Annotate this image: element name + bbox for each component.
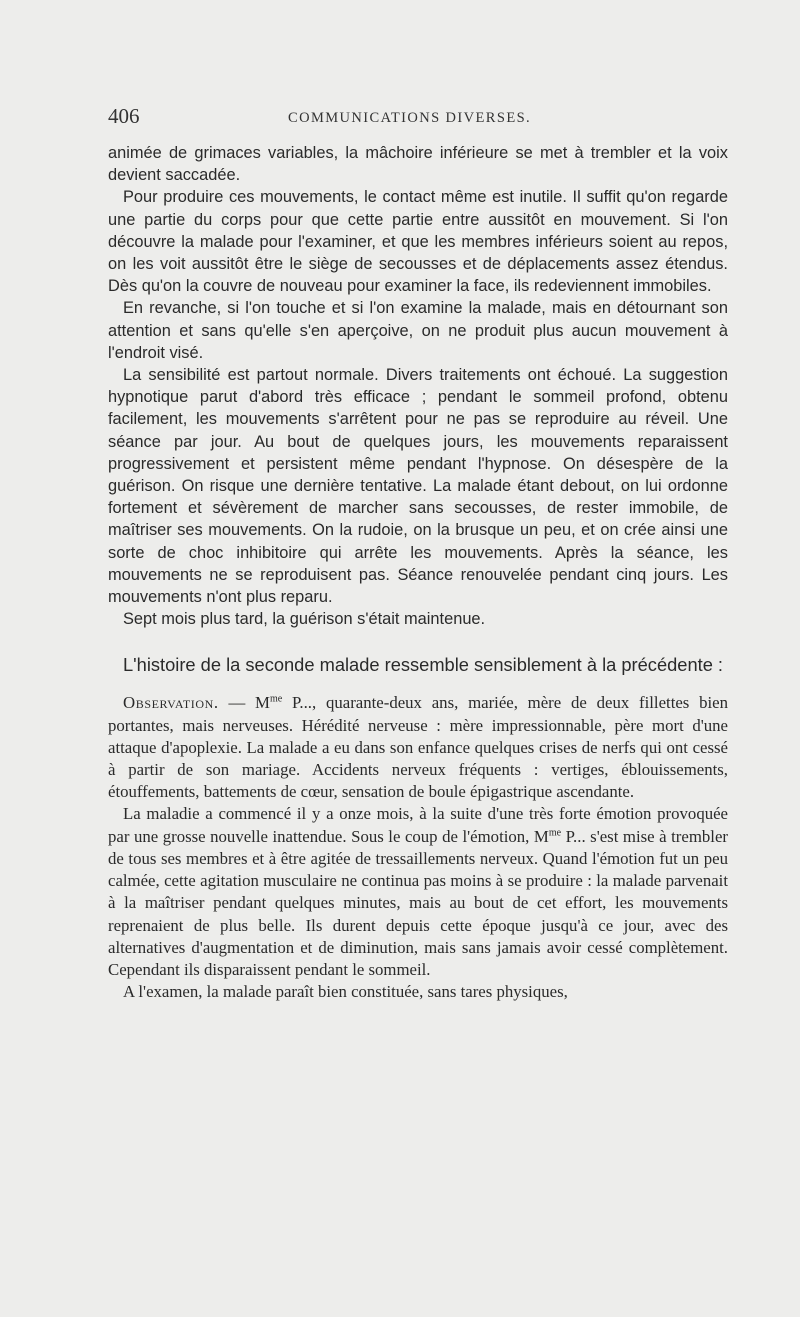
paragraph-maladie-b: P... s'est mise à trembler de tous ses membres et à être agitée de tressaillements nerveux. Quand l'émotion fut un peu calmée, cette agitation musculaire ne continua pas moins à se produire : la malade parvenait à la maîtriser pendant quelques minutes, mais au bout de cet effort, les mouvements reprenaient de plus belle. Ils durent depuis cette époque jusqu'à ce jour, avec des alternatives d'augmentation et de diminution, mais sans jamais avoir cessé complètement. Cependant ils disparaissent pendant le sommeil. [108,826,728,979]
observation-dash: — [218,693,256,713]
paragraph-maladie-sup: me [548,827,562,839]
observation-label: Observation. [123,693,219,713]
observation-text: P..., quarante-deux ans, mariée, mère de deux fillettes bien portantes, mais nerveuses. Hérédité nerveuse : mère impressionnable, père mort d'une attaque d'apoplexie. La malade a eu dans son enfance quelques crises de nerfs qui ont cessé à partir de son mariage. Accidents nerveux fréquents : vertiges, éblouissements, étouffements, battements de cœur, sensation de boule épigastrique ascendante. [108,693,728,802]
running-title: COMMUNICATIONS DIVERSES. [288,110,532,126]
paragraph-contact: Pour produire ces mouvements, le contact même est inutile. Il suffit qu'on regarde une partie du corps pour que cette partie entre aussitôt en mouvement. Si l'on découvre la malade pour l'examiner, et que les membres inférieurs soient au repos, on les voit aussitôt être le siège de secousses et de déplacements assez étendus. Dès qu'on la couvre de nouveau pour examiner la face, ils redeviennent immobiles. [108,188,728,296]
page-header [108,104,728,136]
paragraph-examen: A l'examen, la malade paraît bien constituée, sans tares physiques, [123,982,568,1002]
page-number: 406 [108,104,140,128]
paragraph-sensibilite: La sensibilité est partout normale. Divers traitements ont échoué. La suggestion hypnotique parut d'abord très efficace ; pendant le sommeil profond, obtenu facilement, les mouvements s'arrêtent pour ne pas se reproduire au réveil. Une séance par jour. Au bout de quelques jours, les mouvements reparaissent progressivement et persistent même pendant l'hypnose. On désespère de la guérison. On risque une dernière tentative. La malade étant debout, on lui ordonne fortement et sévèrement de marcher sans secousses, de rester immobile, de maîtriser ses mouvements. On la rudoie, on la brusque un peu, et on crée ainsi une sorte de choc inhibitoire qui arrête les mouvements. Après la séance, les mouvements ne se reproduisent pas. Séance renouvelée pendant cinq jours. Les mouvements n'ont plus reparu. [108,366,728,607]
observation-name-sup: me [269,693,283,705]
paragraph-sept-mois: Sept mois plus tard, la guérison s'était maintenue. [123,610,486,629]
observation-name: M [255,693,270,713]
paragraph-revanche: En revanche, si l'on touche et si l'on examine la malade, mais en détournant son attention et sans qu'elle s'en aperçoive, on ne produit plus aucun mouvement à l'endroit visé. [108,299,728,362]
paragraph-continuation: animée de grimaces variables, la mâchoire inférieure se met à trembler et la voix devient saccadée. [108,144,728,185]
observation-paragraph [108,692,728,803]
paragraph-maladie [108,803,728,981]
observation-section [108,692,728,1003]
section-lead: L'histoire de la seconde malade ressemble sensiblement à la précédente : [123,654,724,676]
body-text [108,142,728,1003]
paragraph-maladie-a: La maladie a commencé il y a onze mois, à la suite d'une très forte émotion provoquée par une grosse nouvelle inattendue. Sous le coup de l'émotion, M [108,804,728,846]
